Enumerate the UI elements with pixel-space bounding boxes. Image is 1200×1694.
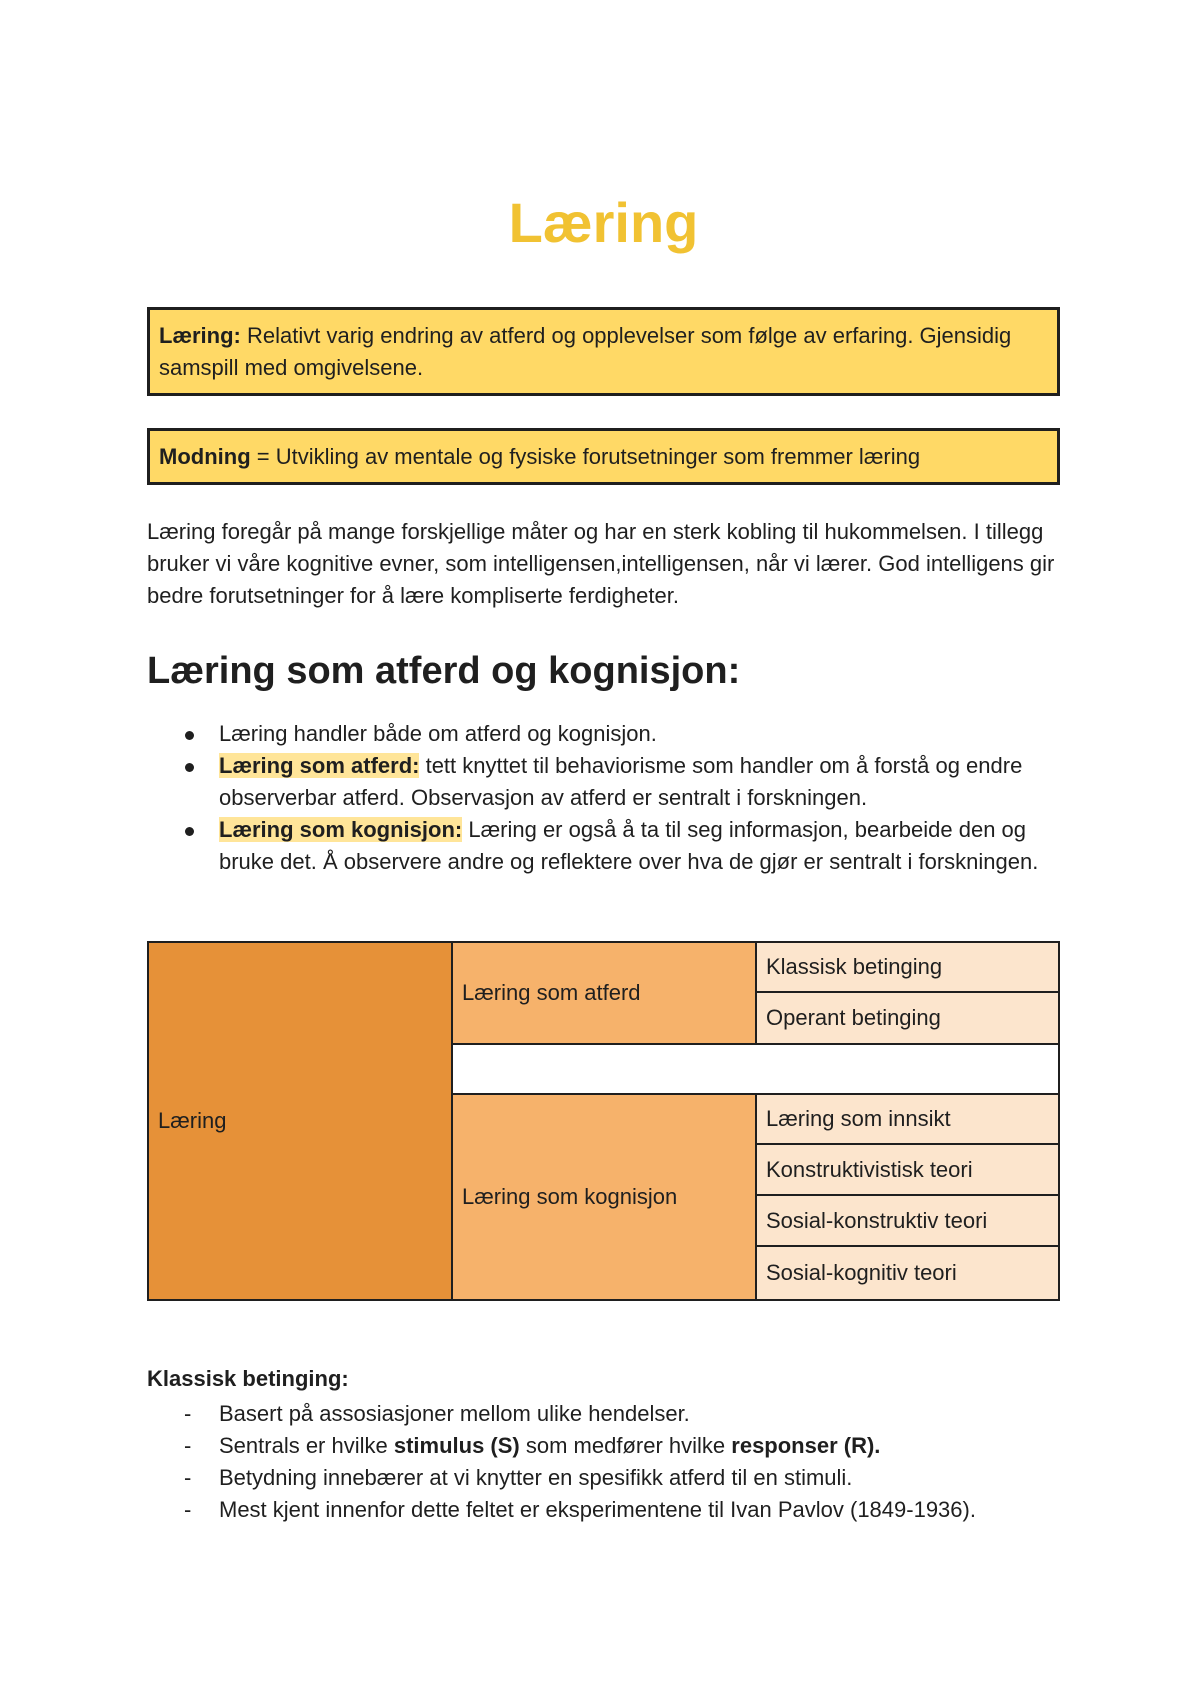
dash-marker: - (184, 1401, 192, 1426)
list-item-text: Sentrals er hvilke (219, 1433, 394, 1458)
definition-text: = Utvikling av mentale og fysiske forutsetninger som fremmer læring (250, 444, 921, 469)
definition-term: Læring: (159, 323, 241, 348)
list-item-text: som medfører hvilke (519, 1433, 732, 1458)
list-item (147, 1430, 1060, 1462)
list-item (147, 1494, 1060, 1526)
table-cell-leaf: Læring som innsikt (755, 1093, 1060, 1145)
bullet-icon (185, 763, 194, 772)
table-cell-empty (451, 1043, 1060, 1095)
table-cell-leaf: Klassisk betinging (755, 941, 1060, 993)
subsection-heading: Klassisk betinging: (147, 1366, 349, 1391)
definition-term: Modning (159, 444, 251, 469)
learning-table (147, 941, 1060, 1301)
bold-term: responser (R). (731, 1433, 881, 1458)
list-item (147, 718, 1060, 750)
list-item-text: Læring handler både om atferd og kognisjon. (219, 721, 657, 746)
list-item-text: Mest kjent innenfor dette feltet er eksperimentene til Ivan Pavlov (1849-1936). (219, 1497, 976, 1522)
dash-marker: - (184, 1497, 192, 1522)
definition-box-laering (147, 307, 1060, 396)
dash-list (147, 1398, 1060, 1526)
table-cell-leaf: Sosial-kognitiv teori (755, 1245, 1060, 1301)
table-cell-root: Læring (147, 941, 453, 1301)
definition-box-modning (147, 428, 1060, 485)
intro-paragraph: Læring foregår på mange forskjellige måter og har en sterk kobling til hukommelsen. I tillegg bruker vi våre kognitive evner, som intelligensen,intelligensen, når vi lærer. God intelligens gir bedre forutsetninger for å lære kompliserte ferdigheter. (147, 519, 1055, 608)
list-item (147, 750, 1060, 814)
bullet-icon (185, 827, 194, 836)
list-item-text: tett knyttet til behaviorisme som handler om å forstå og endre observerbar atferd. Observasjon av atferd er sentralt i forskningen. (219, 753, 1023, 810)
bullet-icon (185, 731, 194, 740)
page-title: Læring (508, 191, 699, 254)
section-heading: Læring som atferd og kognisjon: (147, 650, 741, 692)
dash-marker: - (184, 1433, 192, 1458)
list-item-text: Læring er også å ta til seg informasjon, bearbeide den og bruke det. Å observere andre og reflektere over hva de gjør er sentralt i forskningen. (219, 817, 1039, 874)
list-item (147, 1398, 1060, 1430)
table-cell-leaf: Konstruktivistisk teori (755, 1143, 1060, 1196)
dash-marker: - (184, 1465, 192, 1490)
list-item-text: Betydning innebærer at vi knytter en spesifikk atferd til en stimuli. (219, 1465, 853, 1490)
list-item (147, 814, 1060, 878)
table-cell-kognisjon: Læring som kognisjon (451, 1093, 757, 1301)
highlighted-term: Læring som atferd: (219, 753, 420, 778)
list-item-text: Basert på assosiasjoner mellom ulike hendelser. (219, 1401, 690, 1426)
list-item (147, 1462, 1060, 1494)
table-cell-leaf: Sosial-konstruktiv teori (755, 1194, 1060, 1247)
definition-text: Relativt varig endring av atferd og opplevelser som følge av erfaring. Gjensidig samspill med omgivelsene. (159, 323, 1012, 380)
table-cell-leaf: Operant betinging (755, 991, 1060, 1045)
table-cell-atferd: Læring som atferd (451, 941, 757, 1045)
bold-term: stimulus (S) (393, 1433, 520, 1458)
highlighted-term: Læring som kognisjon: (219, 817, 463, 842)
bullet-list (147, 718, 1060, 878)
